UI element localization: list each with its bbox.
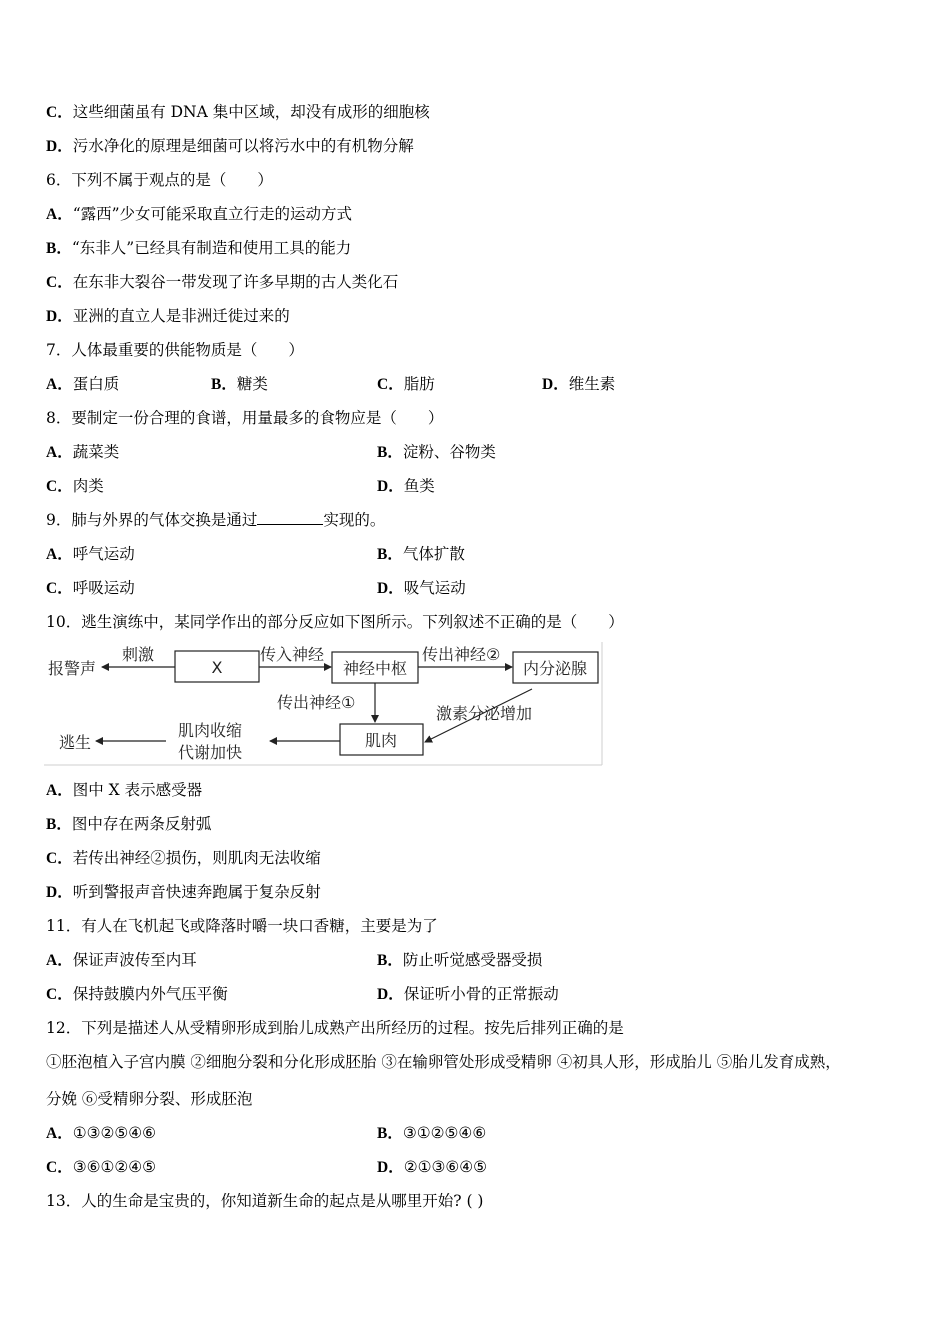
q6-option-c: C．在东非大裂谷一带发现了许多早期的古人类化石: [46, 273, 399, 291]
q10-option-b: B．图中存在两条反射弧: [46, 815, 212, 833]
alarm-label: 报警声: [48, 659, 97, 678]
q5-option-c: C．这些细菌虽有 DNA 集中区域，却没有成形的细胞核: [46, 103, 430, 121]
contract-label-2: 代谢加快: [178, 743, 243, 762]
q8-option-c: C．肉类: [46, 477, 104, 495]
q11-option-d: D．保证听小骨的正常振动: [377, 985, 559, 1003]
q7-option-b: B．糖类: [211, 375, 268, 393]
q8-option-b: B．淀粉、谷物类: [377, 443, 496, 461]
muscle-label: 肌肉: [364, 731, 398, 750]
q6-option-a: A．“露西”少女可能采取直立行走的运动方式: [46, 205, 353, 223]
stimulus-label: 刺激: [122, 645, 155, 664]
q8-stem: 8．要制定一份合理的食谱，用量最多的食物应是（ ）: [46, 409, 444, 427]
afferent-label: 传入神经: [260, 645, 325, 664]
q12-option-b: B．③①②⑤④⑥: [377, 1124, 487, 1142]
q12-option-a: A．①③②⑤④⑥: [46, 1124, 157, 1142]
q8-option-a: A．蔬菜类: [46, 443, 120, 461]
gland-label: 内分泌腺: [522, 659, 588, 678]
q7-option-d: D．维生素: [542, 375, 616, 393]
q11-stem: 11．有人在飞机起飞或降落时嚼一块口香糖，主要是为了: [46, 917, 438, 935]
q11-option-c: C．保持鼓膜内外气压平衡: [46, 985, 228, 1003]
q12-steps-line2: 分娩 ⑥受精卵分裂、形成胚泡: [46, 1090, 253, 1108]
answer-blank: [257, 510, 323, 525]
q6-option-d: D．亚洲的直立人是非洲迁徙过来的: [46, 307, 290, 325]
q13-stem: 13．人的生命是宝贵的，你知道新生命的起点是从哪里开始? ( ): [46, 1192, 484, 1210]
q10-stem: 10．逃生演练中，某同学作出的部分反应如下图所示。下列叙述不正确的是（ ）: [46, 613, 624, 631]
q6-option-b: B．“东非人”已经具有制造和使用工具的能力: [46, 239, 352, 257]
x-label: X: [211, 658, 223, 677]
q12-stem: 12．下列是描述人从受精卵形成到胎儿成熟产出所经历的过程。按先后排列正确的是: [46, 1019, 624, 1037]
q9-option-b: B．气体扩散: [377, 545, 465, 563]
q11-option-b: B．防止听觉感受器受损: [377, 951, 543, 969]
q7-option-a: A．蛋白质: [46, 375, 120, 393]
q7-option-c: C．脂肪: [377, 375, 435, 393]
q12-steps-line1: ①胚泡植入子宫内膜 ②细胞分裂和分化形成胚胎 ③在输卵管处形成受精卵 ④初具人形，形成胎儿 ⑤胎儿发育成熟，: [46, 1053, 841, 1071]
efferent2-label: 传出神经②: [422, 645, 501, 664]
q12-option-c: C．③⑥①②④⑤: [46, 1158, 157, 1176]
q10-option-d: D．听到警报声音快速奔跑属于复杂反射: [46, 883, 321, 901]
efferent1-label: 传出神经①: [277, 693, 356, 712]
q5-option-d: D．污水净化的原理是细菌可以将污水中的有机物分解: [46, 137, 414, 155]
q10-option-a: A．图中 X 表示感受器: [46, 781, 203, 799]
center-label: 神经中枢: [342, 659, 408, 678]
q10-option-c: C．若传出神经②损伤，则肌肉无法收缩: [46, 849, 321, 867]
q7-stem: 7．人体最重要的供能物质是（ ）: [46, 341, 304, 359]
q9-option-a: A．呼气运动: [46, 545, 135, 563]
q9-option-d: D．吸气运动: [377, 579, 466, 597]
contract-label-1: 肌肉收缩: [178, 721, 243, 740]
hormone-label: 激素分泌增加: [436, 704, 533, 723]
escape-label: 逃生: [59, 733, 92, 752]
q9-stem: 9．肺与外界的气体交换是通过 实现的。: [46, 511, 386, 529]
q6-stem: 6．下列不属于观点的是（ ）: [46, 171, 273, 189]
reflex-diagram: [44, 642, 604, 766]
q11-option-a: A．保证声波传至内耳: [46, 951, 197, 969]
q9-option-c: C．呼吸运动: [46, 579, 135, 597]
q12-option-d: D．②①③⑥④⑤: [377, 1158, 488, 1176]
q8-option-d: D．鱼类: [377, 477, 435, 495]
